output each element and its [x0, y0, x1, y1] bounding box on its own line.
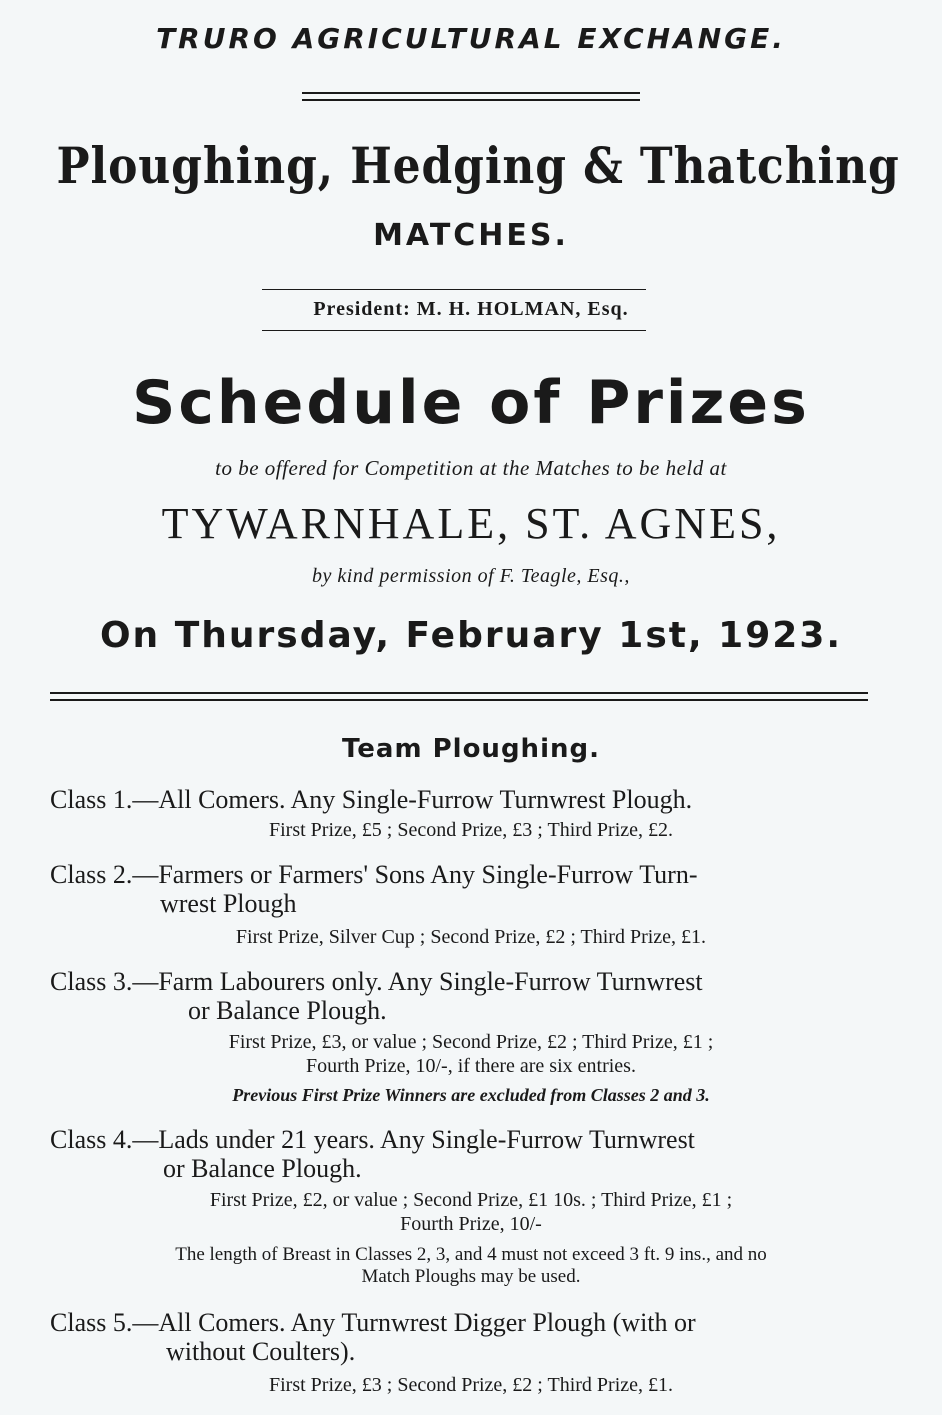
president-line: President: M. H. HOLMAN, Esq. — [313, 298, 629, 320]
venue: TYWARNHALE, ST. AGNES, — [161, 499, 781, 548]
class-4-description-cont: or Balance Plough. — [163, 1154, 362, 1183]
divider-president-bottom — [262, 330, 646, 331]
class-3-description: Class 3.—Farm Labourers only. Any Single-Furrow Turnwrest — [50, 967, 703, 996]
class-3-prizes-2: Fourth Prize, 10/-, if there are six entries. — [306, 1055, 636, 1077]
class-4-description: Class 4.—Lads under 21 years. Any Single-Furrow Turnwrest — [50, 1125, 695, 1154]
divider-top-1 — [302, 92, 640, 94]
class-1-description: Class 1.—All Comers. Any Single-Furrow Turnwrest Plough. — [50, 785, 693, 814]
permission-text: by kind permission of F. Teagle, Esq., — [312, 565, 630, 587]
matches-title: Ploughing, Hedging & Thatching — [56, 136, 900, 195]
class-4-prizes-2: Fourth Prize, 10/- — [400, 1213, 542, 1235]
class-4-prizes-1: First Prize, £2, or value ; Second Prize, £1 10s. ; Third Prize, £1 ; — [209, 1189, 733, 1211]
class-5-description-cont: without Coulters). — [166, 1337, 356, 1366]
class-1-prizes: First Prize, £5 ; Second Prize, £3 ; Third Prize, £2. — [268, 819, 674, 841]
class-3-prizes-1: First Prize, £3, or value ; Second Prize, £2 ; Third Prize, £1 ; — [228, 1031, 714, 1053]
class-3-description-cont: or Balance Plough. — [188, 996, 387, 1025]
exchange-heading: TRURO AGRICULTURAL EXCHANGE. — [156, 22, 786, 55]
divider-top-2 — [302, 99, 640, 101]
class-2-prizes: First Prize, Silver Cup ; Second Prize, £2 ; Third Prize, £1. — [235, 926, 707, 948]
class-5 — [50, 1308, 890, 1366]
class-4 — [50, 1125, 890, 1183]
divider-main-1 — [50, 692, 868, 694]
class-3-note: Previous First Prize Winners are excluded from Classes 2 and 3. — [232, 1085, 710, 1105]
class-1 — [50, 785, 890, 814]
divider-main-2 — [50, 699, 868, 701]
class-3 — [50, 967, 890, 1025]
schedule-heading: Schedule of Prizes — [132, 368, 810, 438]
divider-president-top — [262, 289, 646, 290]
event-date: On Thursday, February 1st, 1923. — [99, 615, 843, 656]
class-4-note-1: The length of Breast in Classes 2, 3, and 4 must not exceed 3 ft. 9 ins., and no — [175, 1244, 767, 1265]
competition-text: to be offered for Competition at the Matches to be held at — [215, 456, 727, 480]
class-2-description-cont: wrest Plough — [160, 889, 297, 918]
class-5-description: Class 5.—All Comers. Any Turnwrest Digger Plough (with or — [50, 1308, 696, 1337]
class-2-description: Class 2.—Farmers or Farmers' Sons Any Single-Furrow Turn- — [50, 860, 698, 889]
section-title: Team Ploughing. — [342, 734, 600, 764]
class-2 — [50, 860, 890, 918]
matches-subtitle: MATCHES. — [373, 218, 569, 253]
class-5-prizes: First Prize, £3 ; Second Prize, £2 ; Third Prize, £1. — [268, 1374, 674, 1396]
class-4-note-2: Match Ploughs may be used. — [361, 1266, 581, 1287]
